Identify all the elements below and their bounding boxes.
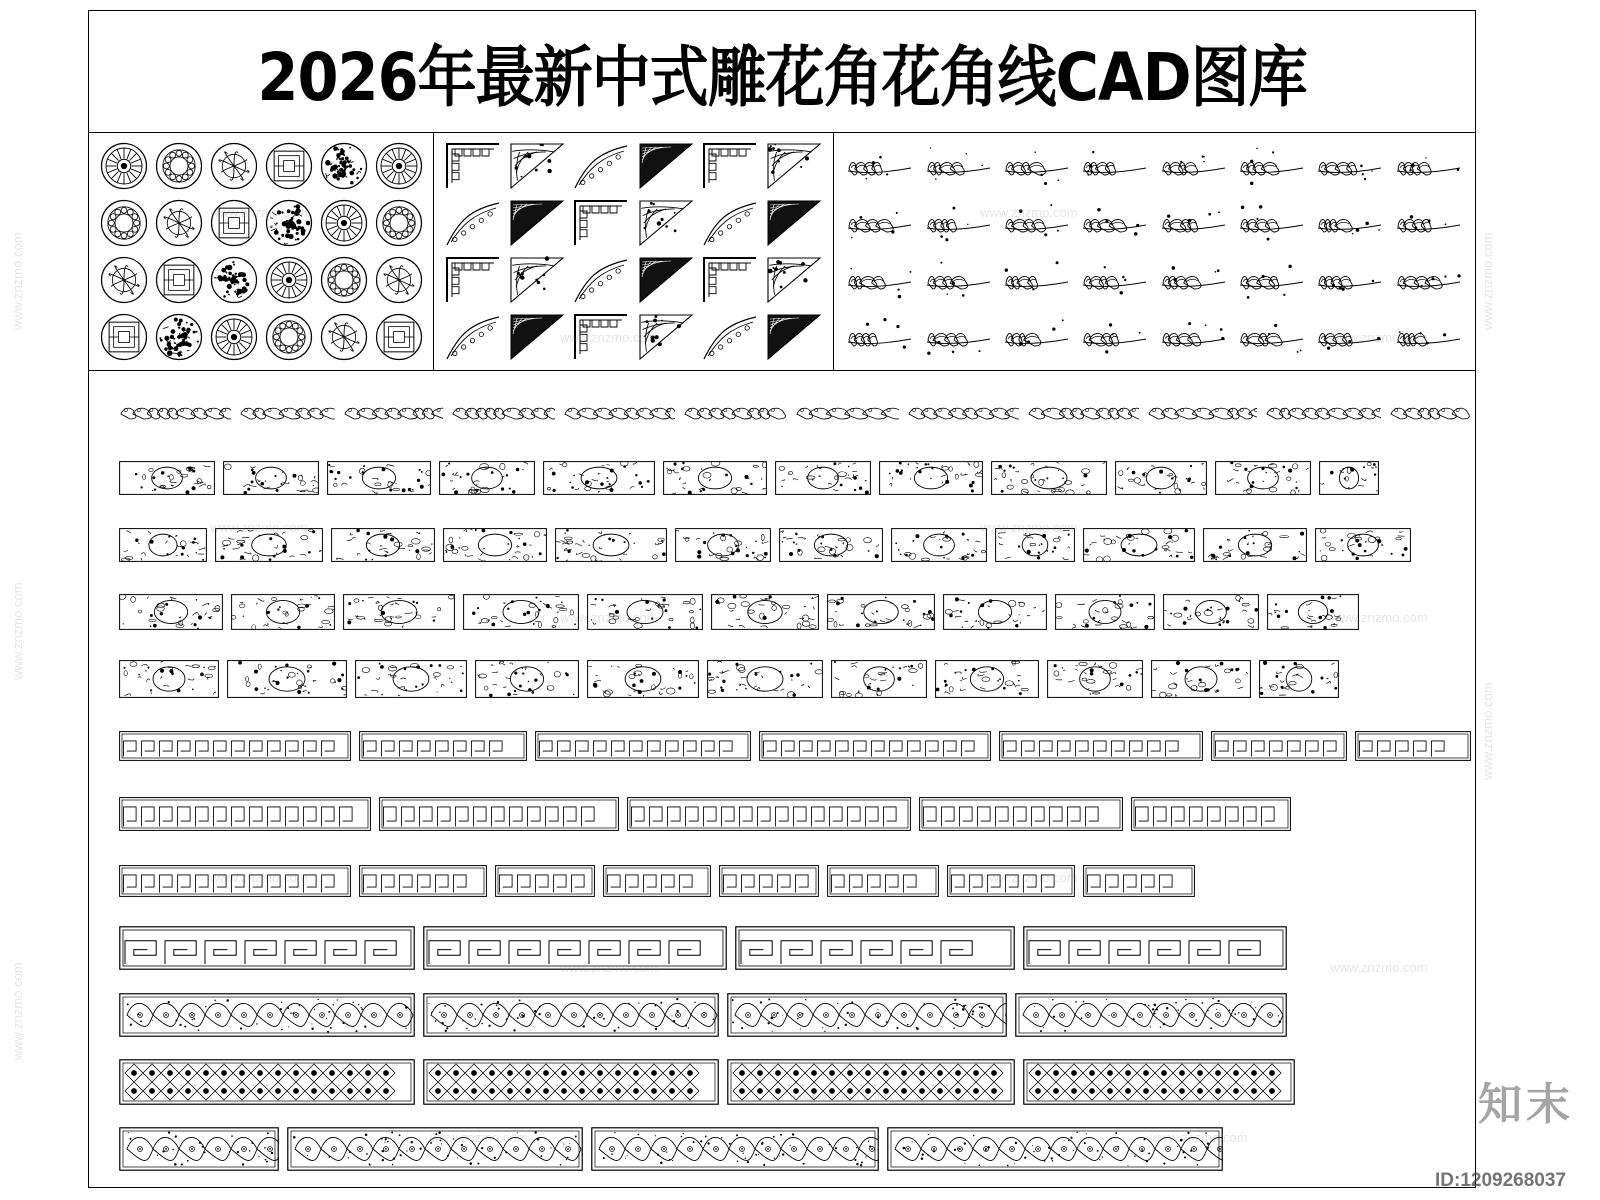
border-strip-item (711, 594, 819, 630)
border-strip-item (379, 797, 619, 831)
border-strip-item (683, 398, 787, 424)
corner-ornament-item (635, 196, 697, 251)
panel-cloud-motifs (834, 133, 1475, 370)
corner-ornament-item (570, 139, 632, 194)
strip-row (89, 1049, 1475, 1116)
border-strip-item (423, 1059, 719, 1105)
border-strip-item (1267, 594, 1359, 630)
border-strip-item (495, 865, 595, 897)
cloud-motif-item (1156, 309, 1232, 364)
border-strip-item (775, 461, 871, 495)
cloud-motif-item (1391, 196, 1467, 251)
corner-ornament-item (506, 309, 568, 364)
border-strip-item (719, 865, 819, 897)
border-strip-item (223, 461, 319, 495)
corner-ornament-grid (434, 133, 833, 370)
medallion-item (372, 139, 425, 194)
watermark-text: www.znzmo.com (790, 1090, 888, 1105)
medallion-item (262, 253, 315, 308)
border-strip-item (827, 865, 939, 897)
border-strip-item (287, 1127, 583, 1171)
watermark-text: www.znzmo.com (1330, 610, 1428, 625)
cloud-motif-item (1077, 253, 1153, 308)
corner-ornament-item (699, 196, 761, 251)
medallion-item (262, 196, 315, 251)
medallion-grid (89, 133, 433, 370)
corner-ornament-item (699, 253, 761, 308)
border-strip-item (707, 660, 823, 698)
border-strip-item (907, 398, 1019, 424)
watermark-text: www.znzmo.com (1150, 1130, 1248, 1145)
medallion-item (317, 309, 370, 364)
border-strip-item (1015, 993, 1287, 1037)
cloud-motif-item (1312, 253, 1388, 308)
corner-ornament-item (635, 253, 697, 308)
border-strip-item (119, 461, 215, 495)
cloud-motif-item (999, 309, 1075, 364)
border-strip-item (119, 865, 351, 897)
top-panel-group (89, 133, 1475, 371)
medallion-item (372, 253, 425, 308)
cloud-motif-item (920, 139, 996, 194)
corner-ornament-item (506, 196, 568, 251)
border-strip-item (827, 594, 935, 630)
border-strip-item (591, 1127, 879, 1171)
cloud-motif-item (999, 253, 1075, 308)
border-strip-item (1211, 731, 1347, 761)
border-strip-item (1203, 528, 1307, 562)
medallion-item (317, 253, 370, 308)
border-strip-item (1163, 594, 1259, 630)
strip-row (89, 847, 1475, 914)
strip-row (89, 914, 1475, 981)
watermark-text: www.znzmo.com (10, 962, 25, 1060)
border-strip-item (1215, 461, 1311, 495)
cloud-motif-item (1077, 196, 1153, 251)
strip-row (89, 444, 1475, 511)
border-strip-item (995, 528, 1075, 562)
medallion-item (372, 309, 425, 364)
border-strip-item (119, 926, 415, 970)
cloud-motif-item (842, 253, 918, 308)
border-strip-item (119, 797, 371, 831)
border-strip-item (1115, 461, 1207, 495)
watermark-text: www.znzmo.com (210, 205, 308, 220)
border-strip-item (119, 993, 415, 1037)
border-strip-item (935, 660, 1039, 698)
cloud-motif-item (1391, 139, 1467, 194)
medallion-item (262, 139, 315, 194)
border-strip-item (603, 865, 711, 897)
corner-ornament-item (763, 139, 825, 194)
border-strip-item (563, 398, 675, 424)
strip-row (89, 578, 1475, 645)
border-strip-item (355, 660, 467, 698)
border-strip-item (891, 528, 987, 562)
medallion-item (152, 196, 205, 251)
border-strip-item (215, 528, 323, 562)
border-strip-item (119, 398, 231, 424)
strip-row (89, 511, 1475, 578)
cloud-motif-item (920, 196, 996, 251)
corner-ornament-item (763, 196, 825, 251)
cloud-motif-item (1077, 309, 1153, 364)
border-strip-item (239, 398, 335, 424)
corner-ornament-item (570, 309, 632, 364)
watermark-text: www.znzmo.com (560, 960, 658, 975)
strip-row (89, 780, 1475, 847)
cloud-motif-item (920, 253, 996, 308)
cloud-motif-item (1156, 139, 1232, 194)
border-strip-item (1027, 398, 1139, 424)
border-strip-item (587, 660, 699, 698)
watermark-text: www.znzmo.com (1480, 682, 1495, 780)
border-strip-item (343, 594, 455, 630)
border-strip-item (1389, 398, 1473, 424)
border-strip-item (119, 528, 207, 562)
border-strip-item (1355, 731, 1471, 761)
cloud-motif-item (842, 139, 918, 194)
border-strip-item (663, 461, 767, 495)
cloud-motif-item (999, 139, 1075, 194)
border-strip-item (947, 865, 1075, 897)
watermark-text: www.znzmo.com (10, 232, 25, 330)
cloud-motif-item (999, 196, 1075, 251)
border-strip-item (735, 926, 1015, 970)
border-strip-item (1083, 528, 1195, 562)
border-strip-item (879, 461, 983, 495)
border-strip-item (999, 731, 1203, 761)
medallion-item (152, 253, 205, 308)
border-strip-item (343, 398, 443, 424)
border-strip-item (991, 461, 1107, 495)
watermark-text: www.znzmo.com (210, 870, 308, 885)
medallion-item (207, 253, 260, 308)
border-strip-item (359, 731, 527, 761)
drawing-id: ID:1209268037 (1435, 1170, 1566, 1191)
watermark-text: www.znzmo.com (980, 870, 1078, 885)
watermark-text: www.znzmo.com (210, 520, 308, 535)
site-logo: 知末 (1478, 1079, 1574, 1130)
border-strip-item (1047, 660, 1143, 698)
border-strip-item (119, 594, 223, 630)
border-strip-item (759, 731, 991, 761)
strip-row (89, 646, 1475, 713)
border-strip-item (1319, 461, 1379, 495)
corner-ornament-item (506, 253, 568, 308)
border-strip-item (1259, 660, 1339, 698)
border-strip-item (119, 1059, 415, 1105)
border-strip-item (543, 461, 655, 495)
medallion-item (97, 253, 150, 308)
border-strip-item (327, 461, 431, 495)
border-strip-item (119, 1127, 279, 1171)
border-strip-item (1151, 660, 1251, 698)
border-strip-item (887, 1127, 1223, 1171)
medallion-item (152, 309, 205, 364)
corner-ornament-item (442, 253, 504, 308)
border-strip-item (1315, 528, 1411, 562)
border-strip-item (535, 731, 751, 761)
medallion-item (97, 139, 150, 194)
border-strip-item (119, 660, 219, 698)
watermark-text: www.znzmo.com (10, 582, 25, 680)
border-strip-item (423, 993, 719, 1037)
corner-ornament-item (442, 139, 504, 194)
border-strip-item (587, 594, 703, 630)
border-strip-item (119, 731, 351, 761)
border-strip-item (1147, 398, 1257, 424)
corner-ornament-item (699, 309, 761, 364)
cloud-motif-item (1234, 196, 1310, 251)
border-strip-item (1023, 1059, 1295, 1105)
cloud-motif-item (1312, 196, 1388, 251)
border-strip-item (919, 797, 1123, 831)
corner-ornament-item (442, 196, 504, 251)
corner-ornament-item (442, 309, 504, 364)
border-strip-item (451, 398, 555, 424)
cloud-motif-item (1312, 139, 1388, 194)
border-strip-item (943, 594, 1047, 630)
cloud-motif-item (920, 309, 996, 364)
strip-row (89, 1116, 1475, 1183)
cad-drawing-sheet (88, 10, 1476, 1188)
title-band (89, 11, 1475, 133)
medallion-item (97, 309, 150, 364)
border-strip-item (727, 993, 1007, 1037)
border-strip-item (463, 594, 579, 630)
border-strip-area (89, 371, 1475, 1187)
medallion-item (207, 196, 260, 251)
cloud-motif-item (1391, 253, 1467, 308)
border-strip-item (555, 528, 667, 562)
cloud-motif-item (1391, 309, 1467, 364)
corner-ornament-item (635, 309, 697, 364)
border-strip-item (627, 797, 911, 831)
corner-ornament-item (763, 253, 825, 308)
cloud-motif-grid (834, 133, 1475, 370)
cloud-motif-item (1234, 309, 1310, 364)
corner-ornament-item (699, 139, 761, 194)
page-title: 2026年最新中式雕花角花角线CAD图库 (257, 38, 1307, 116)
cloud-motif-item (1234, 253, 1310, 308)
border-strip-item (1023, 926, 1287, 970)
cloud-motif-item (1077, 139, 1153, 194)
watermark-text: www.znzmo.com (980, 520, 1078, 535)
border-strip-item (359, 865, 487, 897)
strip-row (89, 713, 1475, 780)
cloud-motif-item (842, 196, 918, 251)
border-strip-item (779, 528, 883, 562)
corner-ornament-item (763, 309, 825, 364)
watermark-text: www.znzmo.com (1330, 330, 1428, 345)
border-strip-item (1265, 398, 1381, 424)
corner-ornament-item (506, 139, 568, 194)
medallion-item (372, 196, 425, 251)
watermark-text: www.znzmo.com (430, 1130, 528, 1145)
border-strip-item (331, 528, 435, 562)
border-strip-item (423, 926, 727, 970)
cloud-motif-item (1312, 309, 1388, 364)
medallion-item (317, 139, 370, 194)
border-strip-item (795, 398, 899, 424)
cloud-motif-item (1156, 196, 1232, 251)
medallion-item (207, 309, 260, 364)
watermark-text: www.znzmo.com (1330, 960, 1428, 975)
cloud-motif-item (1156, 253, 1232, 308)
medallion-item (207, 139, 260, 194)
watermark-text: www.znzmo.com (560, 330, 658, 345)
cloud-motif-item (842, 309, 918, 364)
border-strip-item (675, 528, 771, 562)
border-strip-item (831, 660, 927, 698)
watermark-text: www.znzmo.com (560, 610, 658, 625)
border-strip-item (475, 660, 579, 698)
border-strip-item (727, 1059, 1015, 1105)
panel-corner-ornaments (434, 133, 834, 370)
medallion-item (97, 196, 150, 251)
medallion-item (317, 196, 370, 251)
border-strip-item (1131, 797, 1291, 831)
medallion-item (152, 139, 205, 194)
border-strip-item (443, 528, 547, 562)
corner-ornament-item (635, 139, 697, 194)
medallion-item (262, 309, 315, 364)
strip-row (89, 981, 1475, 1048)
cloud-motif-item (1234, 139, 1310, 194)
corner-ornament-item (570, 253, 632, 308)
border-strip-item (1055, 594, 1155, 630)
border-strip-item (439, 461, 535, 495)
border-strip-item (1083, 865, 1195, 897)
border-strip-item (227, 660, 347, 698)
border-strip-item (231, 594, 335, 630)
strip-row (89, 377, 1475, 444)
panel-medallions (89, 133, 434, 370)
corner-ornament-item (570, 196, 632, 251)
watermark-text: www.znzmo.com (1480, 232, 1495, 330)
watermark-text: www.znzmo.com (980, 205, 1078, 220)
